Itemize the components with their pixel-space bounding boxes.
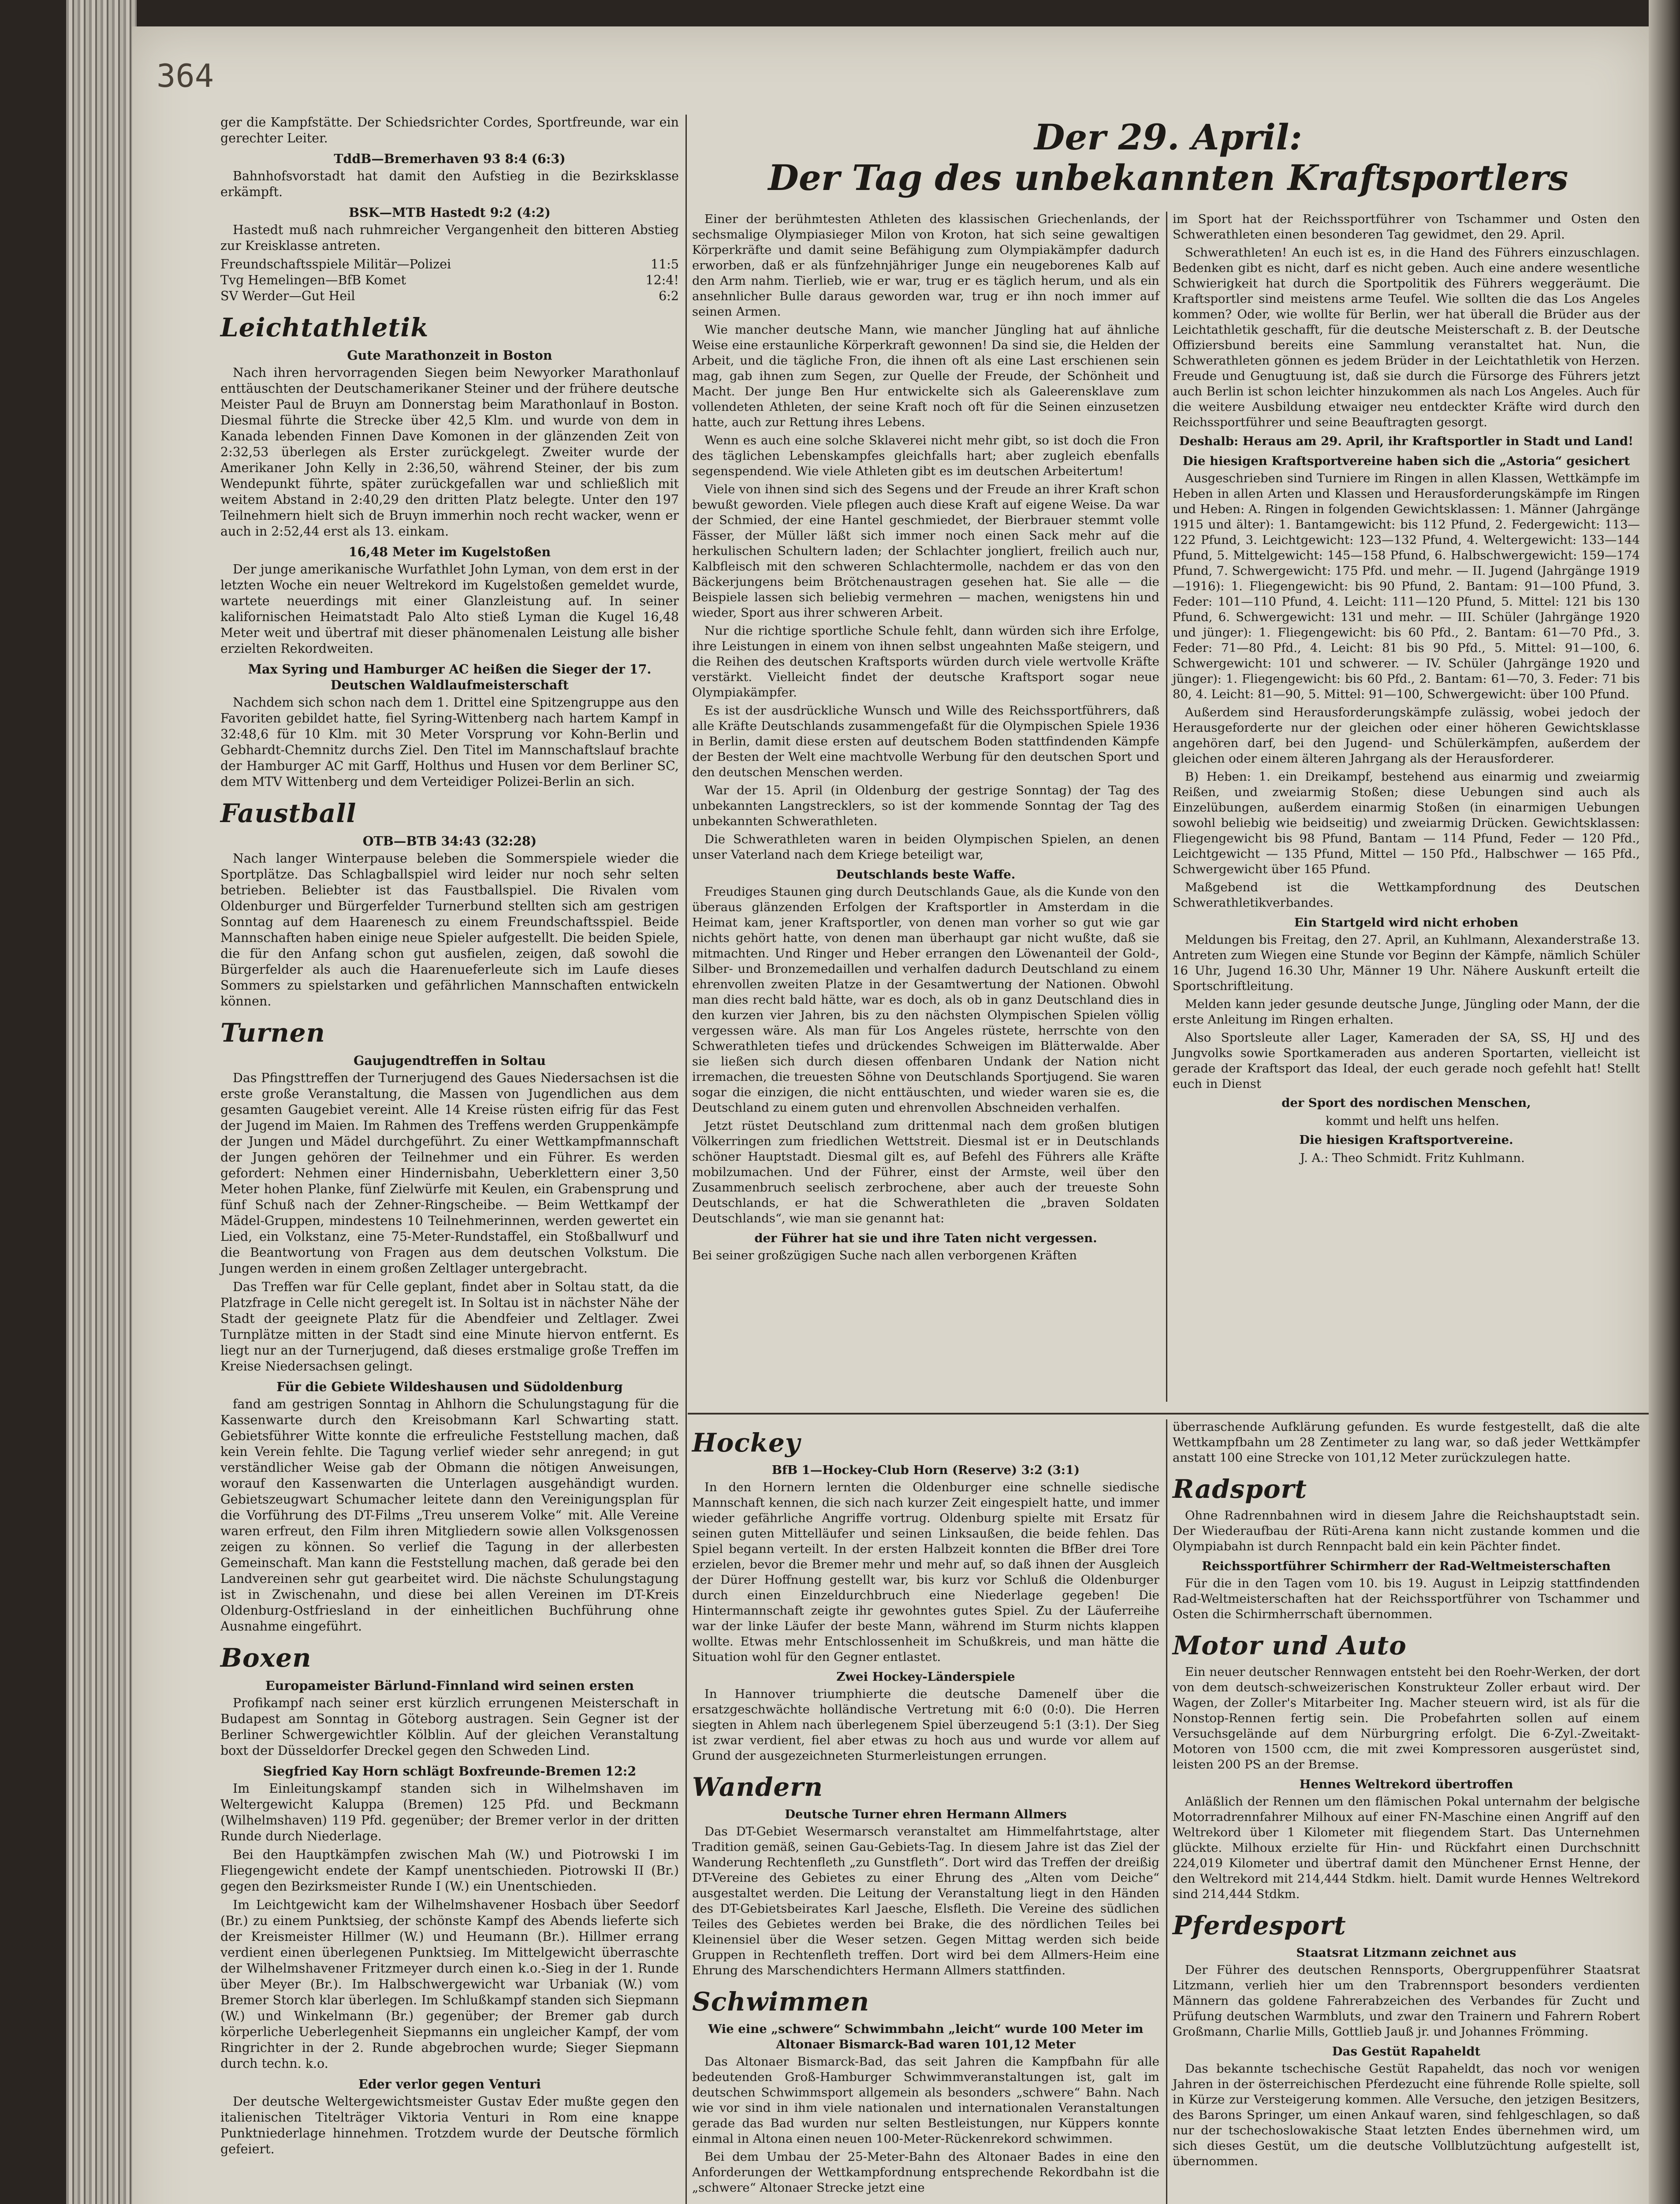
section-divider (688, 1413, 1649, 1415)
paragraph: Wenn es auch eine solche Sklaverei nicht mehr gibt, so ist doch die Fron des täglichen Lebenskampfes gleichfalls hart; aber zugleich ebenfalls segenspendend. Wie viele Athleten gibt es im deutschen Arbeitertum! (692, 433, 1159, 478)
paragraph: Viele von ihnen sind sich des Segens und der Freude an ihrer Kraft schon bewußt geworden. Viele pflegen auch diese Kraft auf eigene Weise. Da war der Schmied, der eine Hantel geschmiedet, der Bierbrauer stemmt volle Fässer, der Müller läßt sich immer noch einen Sack mehr auf die herkulischen Schultern laden; der Schlachter jongliert, freilich auch nur, Kalbfleisch mit den schweren Schlachtermolle, nachdem er das von den Bäckerjungens beim Brötchenaustragen gesehen hat. Sie alle — die Beispiele lassen sich beliebig vermehren — machen, wenigstens hin und wieder, Sport aus ihrer schweren Arbeit. (692, 482, 1159, 620)
headline-line-2: Der Tag des unbekannten Kraftsportlers (768, 157, 1568, 198)
paragraph: Wie mancher deutsche Mann, wie mancher Jüngling hat auf ähnliche Weise eine erstaunliche Körperkraft gewonnen! Da sind sie, die Helden der Arbeit, und die tägliche Fron, die ihnen oft als eine Last erschienen sein mag, gab ihnen zum Segen, zur Quelle der Freude, der Schönheit und Macht. Der junge Ben Hur entwickelte sich als Galeerensklave zum vollendeten Athleten, der seine Kraft noch oft für die Seinen einzusetzen hatte, auch zur Rettung ihres Lebens. (692, 323, 1159, 429)
paragraph: Schwerathleten! An euch ist es, in die Hand des Führers einzuschlagen. Bedenken gibt es nicht, darf es nicht geben. Auch eine andere wesentliche Schwierigkeit hat durch die Sportpolitik des Führers weggeräumt. Die Kraftsportler sind meistens arme Teufel. Wie sollten die das Los Angeles kommen? Oder, wie wollte für Berlin, wer hat überall die Brüder aus der Leichtathletik geschafft, für die deutsche Meisterschaft z. B. der Deutsche Offiziersbund bereits eine Sammlung veranstaltet hat. Nun, die Schwerathleten gönnen es jedem Brüder in der Leichtathletik von Herzen. Freude und Genugtuung ist, daß sie durch die Fürsorge des Führers jetzt auch Berlin ist schon leichter hinzukommen als nach Los Angeles. Auch für die weitere Ausbildung etwaiger neu entdeckter Kräfte wird durch den Reichssportführer und seine Beauftragten gesorgt. (1173, 246, 1640, 429)
newspaper-page (132, 26, 1649, 2204)
subheading: Gute Marathonzeit in Boston (347, 348, 552, 363)
column-divider (1166, 1419, 1167, 2204)
signature: J. A.: Theo Schmidt. Fritz Kuhlmann. (1300, 1151, 1525, 1165)
score-label: SV Werder—Gut Heil (220, 289, 355, 303)
column-divider (685, 115, 687, 2204)
paragraph: Bei seiner großzügigen Suche nach allen verborgenen Kräften (692, 1248, 1077, 1262)
paragraph: Ein neuer deutscher Rennwagen entsteht bei den Roehr-Werken, der dort von dem deutsch-schweizerischen Konstrukteur Zoller erbaut wird. Der Wagen, der Zoller's Mitarbeiter Ing. Macher steuern wird, ist als für die Nonstop-Rennen fertig sein. Die Probefahrten sollen auf einem Versuchsgelände auf dem Nürburgring erfolgt. Die 6-Zyl.-Zweitakt-Motoren von 1500 ccm, die mit zwei Kompressoren ausgerüstet sind, leisten 200 PS an der Bremse. (1173, 1665, 1640, 1772)
paragraph: Im Leichtgewicht kam der Wilhelmshavener Hosbach über Seedorf (Br.) zu einem Punktsieg, der schönste Kampf des Abends lieferte sich der Kreismeister Hillmer (W.) und Heumann (Br.). Hillmer errang verdient einen überlegenen Punktsieg. Im Mittelgewicht überraschte der Wilhelmshavener Fritzmeyer durch einen k.o.-Sieg in der 1. Runde über Meyer (Br.). Im Halbschwergewicht war Urbaniak (W.) vom Bremer Storch klar überlegen. Im Schlußkampf standen sich Siepmann (W.) und Winkelmann (Br.) gegenüber; der Bremer gab durch körperliche Ueberlegenheit Siepmanns ein ungleicher Kampf, der vom Ringrichter in der 2. Runde abgebrochen wurde; Sieger Siepmann durch techn. k.o. (220, 1898, 679, 2071)
score-label: Tvg Hemelingen—BfB Komet (220, 273, 406, 287)
subheading: Staatsrat Litzmann zeichnet aus (1296, 1946, 1516, 1960)
paragraph: Das Pfingsttreffen der Turnerjugend des Gaues Niedersachsen ist die erste große Veranstaltung, die Massen von Jugendlichen aus dem gesamten Gaugebiet vereint. Alle 14 Kreise rüsten eifrig für das Fest der Jugend im Maien. Im Rahmen des Treffens werden Gruppenkämpfe der Jungen und Mädel durchgeführt. Zu einer Wettkampfmannschaft der Jungen gehören der Teilnehmer und ein Führer. Es werden gefordert: Nehmen einer Hindernisbahn, Ueberklettern einer 3,50 Meter hohen Planke, fünf Zielwürfe mit Keulen, ein Grabensprung und fünf Schuß nach der Zehner-Ringscheibe. — Beim Wettkampf der Mädel-Gruppen, mindestens 10 Teilnehmerinnen, werden gewertet ein Lied, ein Volkstanz, eine 75-Meter-Rundstaffel, ein Stoßballwurf und die Beantwortung von Fragen aus dem deutschen Volkstum. Die Jungen werden in einem großen Zeltlager untergebracht. (220, 1071, 679, 1276)
paragraph: Nach ihren hervorragenden Siegen beim Newyorker Marathonlauf enttäuschten der Deutschamerikaner Steiner und der frühere deutsche Meister Paul de Bruyn am Donnerstag beim Marathonlauf in Boston. Diesmal führte die Strecke über 42,5 Klm. und wurde von dem in Kanada lebenden Finnen Dave Komonen in der glänzenden Zeit von 2:32,53 überlegen als Erster zurückgelegt. Zweiter wurde der Amerikaner John Kelly in 2:36,50, während Steiner, der bis zum Wendepunkt führte, später zurückgefallen war und schließlich mit weitem Abstand in 2:40,29 den dritten Platz belegte. Unter den 197 Teilnehmern hielt sich de Bruyn immerhin noch recht wacker, wenn er auch in 2:52,44 erst als 13. einkam. (220, 365, 679, 539)
subheading: Für die Gebiete Wildeshausen und Südoldenburg (276, 1379, 623, 1394)
score-row (220, 288, 679, 304)
section-title-faustball: Faustball (220, 798, 357, 828)
paragraph: Das Altonaer Bismarck-Bad, das seit Jahren die Kampfbahn für alle bedeutenden Groß-Hamburger Schwimmveranstaltungen ist, galt im deutschen Schwimmsport allgemein als besonders „schwere“ Bahn. Nach wie vor sind in ihm viele nationalen und internationalen Veranstaltungen gerade das Bad wurden nur selten Bestleistungen, nur Küppers konnte einmal in Altona einen neuen 100-Meter-Rückenrekord schwimmen. (692, 2055, 1159, 2146)
column-4 (692, 1419, 1159, 2198)
paragraph: Bei den Hauptkämpfen zwischen Mah (W.) und Piotrowski I im Fliegengewicht endete der Kampf unentschieden. Piotrowski II (Br.) gegen den Bezirksmeister Runde I (W.) ein Unentschieden. (220, 1847, 679, 1894)
section-title-schwimmen: Schwimmen (692, 1987, 870, 2017)
paragraph: Bei dem Umbau der 25-Meter-Bahn des Altonaer Bades in eine den Anforderungen der Wettkampfordnung entsprechende Rekordbahn ist die „schwere“ Altonaer Strecke jetzt eine (692, 2150, 1159, 2195)
paragraph: Einer der berühmtesten Athleten des klassischen Griechenlands, der sechsmalige Olympiasieger Milon von Kroton, hat sich seine gewaltigen Körperkräfte und damit seine Befähigung zum Olympiakämpfer dadurch erworben, daß er als fünfzehnjähriger Junge ein neugeborenes Kalb auf den Arm nahm. Tierlieb, wie er war, trug er es täglich herum, und als ein ansehnlicher Bulle daraus geworden war, trug er ihn noch immer auf seinen Armen. (692, 212, 1159, 319)
headline-line-1: Der 29. April: (1034, 116, 1302, 158)
feature-headline (688, 117, 1649, 198)
paragraph: Jetzt rüstet Deutschland zum drittenmal nach dem großen blutigen Völkerringen zum friedlichen Wettstreit. Diesmal ist er in Deutschlands schöner Hauptstadt. Diesmal gilt es, auf Befehl des Führers alle Kräfte mobilzumachen. Und der Führer, einst der Armste, weil über den Zusammenbruch seelisch zerbrochene, aber auch der treueste Sohn Deutschlands, er hat die Schwerathleten die „braven Soldaten Deutschlands“, wie man sie genannt hat: (692, 1119, 1159, 1225)
section-title-motor: Motor und Auto (1173, 1631, 1407, 1660)
paragraph: im Sport hat der Reichssportführer von Tschammer und Osten den Schwerathleten einen besonderen Tag gewidmet, den 29. April. (1173, 212, 1640, 242)
paragraph: Melden kann jeder gesunde deutsche Junge, Jüngling oder Mann, der die erste Anleitung im Ringen erhalten. (1173, 997, 1640, 1027)
score-row (220, 257, 679, 272)
page-number: 364 (156, 57, 214, 94)
paragraph: Das DT-Gebiet Wesermarsch veranstaltet am Himmelfahrtstage, alter Tradition gemäß, seinen Gau-Gebiets-Tag. In diesem Jahre ist das Ziel der Wanderung Rechtenfleth „zu Gunstfleth“. Dort wird das Treffen der dreißig DT-Vereine des Gebietes zu einer Ehrung des „Alten vom Deiche“ ausgestaltet werden. Die Leitung der Veranstaltung liegt in den Händen des DT-Gebietsbeirates Karl Jaesche, Elsfleth. Die Vereine des südlichen Teiles des Gebietes werden bei Brake, die des nördlichen Teiles bei Kleinensiel über die Weser setzen. Gegen Mittag werden sich beide Gruppen in Rechtenfleth treffen. Dort wird bei dem Allmers-Heim eine Ehrung des Marschendichters Hermann Allmers stattfinden. (692, 1824, 1159, 1977)
column-divider (1166, 212, 1167, 1402)
subheading: Deutschlands beste Waffe. (836, 867, 1016, 882)
paragraph: fand am gestrigen Sonntag in Ahlhorn die Schulungstagung für die Kassenwarte durch den Kreisobmann Karl Schwarting statt. Gebietsführer Witte konnte die erfreuliche Feststellung machen, daß kein Verein fehlte. Die Tagung verlief wieder sehr anregend; in gut verständlicher Weise gab der Obmann die nötigen Anweisungen, worauf den Kassenwarten die Unterlagen ausgehändigt wurden. Gebietszeugwart Schumacher leitete dann den Vereinigungsplan für die Vorführung des DT-Films „Treu unserem Volke“ mit. Alle Vereine waren erfreut, den Film ihren Mitgliedern sowie allen Volksgenossen zeigen zu können. So verlief die Tagung in der allerbesten Gemeinschaft. Man kann die Feststellung machen, daß gerade bei den Landvereinen sehr gut gearbeitet wird. Die nächste Schulungstagung ist in Zwischenahn, und diese bei allen Vereinen im DT-Kreis Oldenburg-Ostfriesland in der einheitlichen Buchführung ohne Ausnahme eingeführt. (220, 1397, 679, 1634)
subheading: Max Syring und Hamburger AC heißen die Sieger der 17. Deutschen Waldlaufmeisterschaft (248, 662, 652, 692)
paragraph: Nach langer Winterpause beleben die Sommerspiele wieder die Sportplätze. Das Schlagballspiel wird leider nur noch sehr selten betrieben. Beliebter ist das Faustballspiel. Die Rivalen vom Oldenburger und Bürgerfelder Turnerbund stellten sich am gestrigen Sonntag auf dem Haarenesch zu einem Freundschaftsspiel. Beide Mannschaften haben einige neue Spieler aufgestellt. Die beiden Spiele, die für den Anfang schon gut ausfielen, zeigen, daß sowohl die Bürgerfelder als auch die Haarenueferleute sich im Laufe dieses Sommers zu spielstarken und gefährlichen Mannschaften entwickeln können. (220, 851, 679, 1009)
paragraph: Der deutsche Weltergewichtsmeister Gustav Eder mußte gegen den italienischen Titelträger Viktoria Venturi in Rom eine knappe Punktniederlage hinnehmen. Trotzdem wurde der Deutsche förmlich gefeiert. (220, 2094, 679, 2156)
intro-line: ger die Kampfstätte. Der Schiedsrichter Cordes, Sportfreunde, war ein gerechter Leiter. (220, 115, 679, 145)
page-right-edge (1649, 0, 1680, 2204)
score-value: 6:2 (659, 289, 679, 303)
section-title-radsport: Radsport (1173, 1474, 1307, 1504)
closing-line: kommt und helft uns helfen. (1326, 1114, 1499, 1128)
paragraph: War der 15. April (in Oldenburg der gestrige Sonntag) der Tag des unbekannten Langstrecklers, so ist der kommende Sonntag der Tag des unbekannten Schwerathleten. (692, 783, 1159, 828)
section-title-pferdesport: Pferdesport (1173, 1910, 1346, 1940)
paragraph: Der junge amerikanische Wurfathlet John Lyman, von dem erst in der letzten Woche ein neuer Weltrekord im Kugelstoßen gemeldet wurde, wartete neuerdings mit einer Glanzleistung auf. In seiner kalifornischen Heimatstadt Palo Alto stieß Lyman die Kugel 16,48 Meter weit und übertraf mit dieser phänomenalen Leistung alle bisher erzielten Rekordweiten. (220, 562, 679, 656)
section-title-boxen: Boxen (220, 1643, 312, 1673)
paragraph: überraschende Aufklärung gefunden. Es wurde festgestellt, daß die alte Wettkampfbahn um 28 Zentimeter zu lang war, so daß jeder Wettkämpfer anstatt 100 eine Strecke von 101,12 Meter zurückzulegen hatte. (1173, 1420, 1640, 1465)
paragraph: Die Schwerathleten waren in beiden Olympischen Spielen, an denen unser Vaterland nach dem Kriege beteiligt war, (692, 832, 1159, 862)
score-label: Freundschaftsspiele Militär—Polizei (220, 257, 451, 272)
section-title-wandern: Wandern (692, 1772, 823, 1802)
paragraph: Meldungen bis Freitag, den 27. April, an Kuhlmann, Alexanderstraße 13. Antreten zum Wiegen eine Stunde vor Beginn der Kämpfe, nämlich Schüler 16 Uhr, Jugend 16.30 Uhr, Männer 19 Uhr. Nähere Auskunft erteilt die Sportschriftleitung. (1173, 933, 1640, 993)
column-3 (1173, 212, 1640, 1169)
paragraph: Also Sportsleute aller Lager, Kameraden der SA, SS, HJ und des Jungvolks sowie Sportkameraden aus anderen Sportarten, vielleicht ist gerade der Kraftsport das Ideal, der euch gerade noch gefehlt hat! Stellt euch in Dienst (1173, 1031, 1640, 1091)
paragraph: Nur die richtige sportliche Schule fehlt, dann würden sich ihre Erfolge, ihre Leistungen in einem von ihnen selbst ungeahnten Maße steigern, und die Reihen des deutschen Kraftsports würden durch viele wertvolle Kräfte verstärkt. Vielleicht findet der deutsche Kraftsport sogar neue Olympiakämpfer. (692, 624, 1159, 700)
subheading: Ein Startgeld wird nicht erhoben (1294, 916, 1519, 930)
closing-line: der Sport des nordischen Menschen, (1281, 1096, 1531, 1110)
column-1 (220, 115, 679, 2160)
paragraph: Es ist der ausdrückliche Wunsch und Wille des Reichssportführers, daß alle Kräfte Deutschlands zusammengefaßt für die Olympischen Spiele 1936 in Berlin, damit diese ersten auf deutschem Boden stattfindenden Kämpfe der Besten der Welt eine machtvolle Werbung für den deutschen Sport und den deutschen Menschen werden. (692, 704, 1159, 779)
paragraph: Freudiges Staunen ging durch Deutschlands Gaue, als die Kunde von den überaus glänzenden Erfolgen der Kraftsportler in Amsterdam in die Heimat kam, jener Kraftsportler, von denen man vorher so gut wie gar nichts gehört hatte, von denen man überhaupt gar nicht wußte, daß sie mitmachten. Und Ringer und Heber errangen den Löwenanteil der Gold-, Silber- und Bronzemedaillen und verhalfen dadurch Deutschland zu einem ehrenvollen zweiten Platze in der Gesamtwertung der Nationen. Obwohl man dies recht bald hätte, war es doch, als ob in ganz Deutschland dies in den kurzen vier Jahren, bis zu den nächsten Olympischen Spielen völlig vergessen wäre. Als man für Los Angeles rüstete, herrschte von den Schwerathleten tiefes und drückendes Schweigen im Blätterwalde. Aber sie ließen sich durch diesen offenbaren Undank der Nation nicht irremachen, die treuesten Söhne von Deutschlands Sportjugend. Sie waren sogar die einzigen, die nicht enttäuschten, und wieder waren sie es, die Deutschland zu einem guten und ehrenvollen Abschneiden verhalfen. (692, 885, 1159, 1115)
intro-line: Bahnhofsvorstadt hat damit den Aufstieg in die Bezirksklasse erkämpft. (220, 169, 679, 199)
subheading: BfB 1—Hockey-Club Horn (Reserve) 3:2 (3:1) (771, 1463, 1080, 1477)
subheading: Reichssportführer Schirmherr der Rad-Weltmeisterschaften (1202, 1559, 1611, 1573)
column-5 (1173, 1419, 1640, 2172)
subheading: Gaujugendtreffen in Soltau (354, 1053, 546, 1068)
paragraph: In Hannover triumphierte die deutsche Damenelf über die ersatzgeschwächte holländische Vertretung mit 6:0 (0:0). Die Herren siegten in Ahlem nach überlegenem Spiel überzeugend 5:1 (3:1). Der Sieg ist zwar verdient, fiel aber etwas zu hoch aus und wurde vor allem auf Grund der ausgezeichneten Sturmerleistungen errungen. (692, 1687, 1159, 1763)
signature-org: Die hiesigen Kraftsportvereine. (1299, 1133, 1513, 1147)
section-title-hockey: Hockey (692, 1428, 801, 1458)
paragraph: Für die in den Tagen vom 10. bis 19. August in Leipzig stattfindenden Rad-Weltmeisterschaften hat der Reichssportführer von Tschammer und Osten die Schirmherrschaft übernommen. (1173, 1576, 1640, 1621)
match-result: TddB—Bremerhaven 93 8:4 (6:3) (334, 151, 566, 166)
score-row (220, 272, 679, 288)
subheading: 16,48 Meter im Kugelstoßen (348, 544, 551, 559)
match-result: BSK—MTB Hastedt 9:2 (4:2) (349, 205, 551, 220)
paragraph: Das bekannte tschechische Gestüt Rapaheldt, das noch vor wenigen Jahren in der österreichischen Pferdezucht eine führende Rolle spielte, soll in Kürze zur Versteigerung kommen. Alle Versuche, den jetzigen Besitzers, des Barons Springer, um einen Ankauf waren, sind fehlgeschlagen, so daß nur der tschechoslowakische Staat letzten Endes übernehmen wird, um sich dieses Gestüt, um die deutsche Vollblutzüchtung aufgestellt ist, übernommen. (1173, 2062, 1640, 2168)
column-2 (692, 212, 1159, 1266)
paragraph: Nachdem sich schon nach dem 1. Drittel eine Spitzengruppe aus den Favoriten gebildet hatte, fiel Syring-Wittenberg nach hartem Kampf in 32:48,6 für 10 Klm. mit 30 Meter Vorsprung vor Kohn-Berlin und Gebhardt-Chemnitz durchs Ziel. Den Titel im Mannschaftslauf brachte der Hamburger AC mit Garff, Holthus und Husen vor dem Berliner SC, dem MTV Wittenberg und dem Verteidiger Polizei-Berlin an sich. (220, 695, 679, 789)
section-title-leichtathletik: Leichtathletik (220, 313, 429, 343)
score-value: 12:4! (645, 273, 679, 287)
subheading: Hennes Weltrekord übertroffen (1299, 1777, 1513, 1791)
subheading: Europameister Bärlund-Finnland wird seinen ersten (265, 1678, 634, 1693)
subheading: Die hiesigen Kraftsportvereine haben sich die „Astoria“ gesichert (1182, 454, 1630, 468)
paragraph: Der Führer des deutschen Rennsports, Obergruppenführer Staatsrat Litzmann, verlieh hier um den Trabrennsport besonders verdienten Männern das goldene Fahrerabzeichen des Verbandes für Zucht und Prüfung deutschen Warmbluts, und zwar den Trainern und Fahrern Robert Großmann, Charlie Mills, Gottlieb Jauß jr. und Johannes Frömming. (1173, 1963, 1640, 2039)
paragraph: Anläßlich der Rennen um den flämischen Pokal unternahm der belgische Motorradrennfahrer Milhoux auf einer FN-Maschine einen Angriff auf den Weltrekord über 1 Kilometer mit fliegendem Start. Das Unternehmen glückte. Milhoux erzielte für Hin- und Rückfahrt einen Durchschnitt 224,019 Kilometer und übertraf damit den Münchener Ernst Henne, der den Weltrekord mit 214,444 Stdkm. hielt. Damit wurde Hennes Weltrekord sind 214,444 Stdkm. (1173, 1794, 1640, 1901)
score-value: 11:5 (651, 257, 679, 272)
subheading: Zwei Hockey-Länderspiele (836, 1670, 1015, 1684)
subheading: Wie eine „schwere“ Schwimmbahn „leicht“ wurde 100 Meter im Altonaer Bismarck-Bad waren 101,12 Meter (708, 2022, 1144, 2051)
paragraph: Das Treffen war für Celle geplant, findet aber in Soltau statt, da die Platzfrage in Celle nicht geregelt ist. In Soltau ist in nächster Nähe der Stadt der geeignete Platz für die Abendfeier und Zeltlager. Zwei Turnplätze mitten in der Stadt sind eine Minute hiervon entfernt. Es liegt nur an der Turnerjugend, daß dieses erstmalige große Treffen im Kreise Niedersachsen gelingt. (220, 1280, 679, 1374)
subheading: Das Gestüt Rapaheldt (1332, 2044, 1481, 2059)
paragraph: Ohne Radrennbahnen wird in diesem Jahre die Reichshauptstadt sein. Der Wiederaufbau der Rüti-Arena kann nicht zustande kommen und die Olympiabahn ist durch Rennpacht bald ein kein Pächter findet. (1173, 1508, 1640, 1553)
paragraph: Außerdem sind Herausforderungskämpfe zulässig, wobei jedoch der Herausgeforderte nur der gleichen oder einer höheren Gewichtsklasse angehören darf, bei den Jugend- und Schülerkämpfen, außerdem der gleichen oder einem älteren Jahrgang als der Herausforderer. (1173, 705, 1640, 766)
paragraph: Im Einleitungskampf standen sich in Wilhelmshaven im Weltergewicht Kaluppa (Bremen) 125 Pfd. und Beckmann (Wilhelmshaven) 119 Pfd. gegenüber; der Bremer verlor in der dritten Runde durch Niederlage. (220, 1781, 679, 1843)
subheading: Siegfried Kay Horn schlägt Boxfreunde-Bremen 12:2 (263, 1764, 637, 1779)
subheading: Deutsche Turner ehren Hermann Allmers (785, 1807, 1067, 1821)
subheading: der Führer hat sie und ihre Taten nicht vergessen. (754, 1231, 1097, 1245)
intro-line: Hastedt muß nach ruhmreicher Vergangenheit den bitteren Abstieg zur Kreisklasse antreten. (220, 223, 679, 253)
section-title-turnen: Turnen (220, 1018, 325, 1048)
call-to-action: Deshalb: Heraus am 29. April, ihr Kraftsportler in Stadt und Land! (1179, 434, 1634, 448)
paragraph: In den Hornern lernten die Oldenburger eine schnelle siedische Mannschaft kennen, die sich nach kurzer Zeit eingespielt hatte, und immer wieder gefährliche Angriffe vortrug. Oldenburg spielte mit Ersatz für seinen guten Mittelläufer und seinen Linksaußen, die beide fehlen. Das Spiel begann verteilt. In der ersten Halbzeit konnten die BfBer drei Tore erzielen, bevor die Bremer mehr und mehr auf, so daß ihnen der Ausgleich der Dürer Hoffnung gestellt war, bis kurz vor Schluß die Oldenburger durch einen Einzeldurchbruch eine Niederlage gegeben! Die Hintermannschaft zeigte ihr gewohntes gutes Spiel. Zu der Läuferreihe war der linke Läufer der beste Mann, während im Sturm nichts klappen wollte. Etwas mehr Entschlossenheit im Schußkreis, und man hätte die Situation wohl für den Gegner entlastet. (692, 1480, 1159, 1664)
subheading: OTB—BTB 34:43 (32:28) (362, 834, 537, 849)
paragraph: Maßgebend ist die Wettkampfordnung des Deutschen Schwerathletikverbandes. (1173, 880, 1640, 910)
book-spine-edge (66, 0, 137, 2204)
subheading: Eder verlor gegen Venturi (358, 2077, 541, 2092)
paragraph: Ausgeschrieben sind Turniere im Ringen in allen Klassen, Wettkämpfe im Heben in allen Arten und Klassen und Herausforderungskämpfe im Ringen und Heben: A. Ringen in folgenden Gewichtsklassen: 1. Männer (Jahrgänge 1915 und älter): 1. Bantamgewicht: bis 112 Pfund, 2. Federgewicht: 113—122 Pfund, 3. Leichtgewicht: 123—132 Pfund, 4. Weltergewicht: 133—144 Pfund, 5. Mittelgewicht: 145—158 Pfund, 6. Halbschwergewicht: 159—174 Pfund, 7. Schwergewicht: 175 Pfd. und mehr. — II. Jugend (Jahrgänge 1919—1916): 1. Fliegengewicht: bis 90 Pfund, 2. Bantam: 91—100 Pfund, 3. Feder: 101—110 Pfund, 4. Leicht: 111—120 Pfund, 5. Mittel: 121 bis 130 Pfund, 6. Schwergewicht: 131 und mehr. — III. Schüler (Jahrgänge 1920 und jünger): 1. Fliegengewicht: bis 60 Pfd., 2. Bantam: 61—70 Pfd., 3. Feder: 71—80 Pfd., 4. Leicht: 81 bis 90 Pfd., 5. Mittel: 91—100, 6. Schwergewicht: 101 und schwerer. — IV. Schüler (Jahrgänge 1920 und jünger): 1. Fliegengewicht: bis 60 Pfd., 2. Bantam: 61—70, 3. Feder: 71 bis 80, 4. Leicht: 81—90, 5. Mittel: 91—100, Schwergewicht: über 100 Pfund. (1173, 471, 1640, 701)
paragraph: Profikampf nach seiner erst kürzlich errungenen Meisterschaft in Budapest am Sonntag in Göteborg austragen. Sein Gegner ist der Berliner Schwergewichtler Kölblin. Auf der gleichen Veranstaltung boxt der Düsseldorfer Dreckel gegen den Schweden Lind. (220, 1696, 679, 1758)
paragraph: B) Heben: 1. ein Dreikampf, bestehend aus einarmig und zweiarmig Reißen, und zweiarmig Stoßen; diese Uebungen sind auch als Einzelübungen, außerdem einarmig Stoßen (in einarmigen Uebungen sowohl beliebig wie beidseitig) und zweiarmig Drücken. Gewichtsklassen: Fliegengewicht bis 98 Pfund, Bantam — 114 Pfund, Feder — 120 Pfd., Leichtgewicht — 135 Pfund, Mittel — 150 Pfd., Halbschwer — 165 Pfd., Schwergewicht über 165 Pfund. (1173, 770, 1640, 876)
